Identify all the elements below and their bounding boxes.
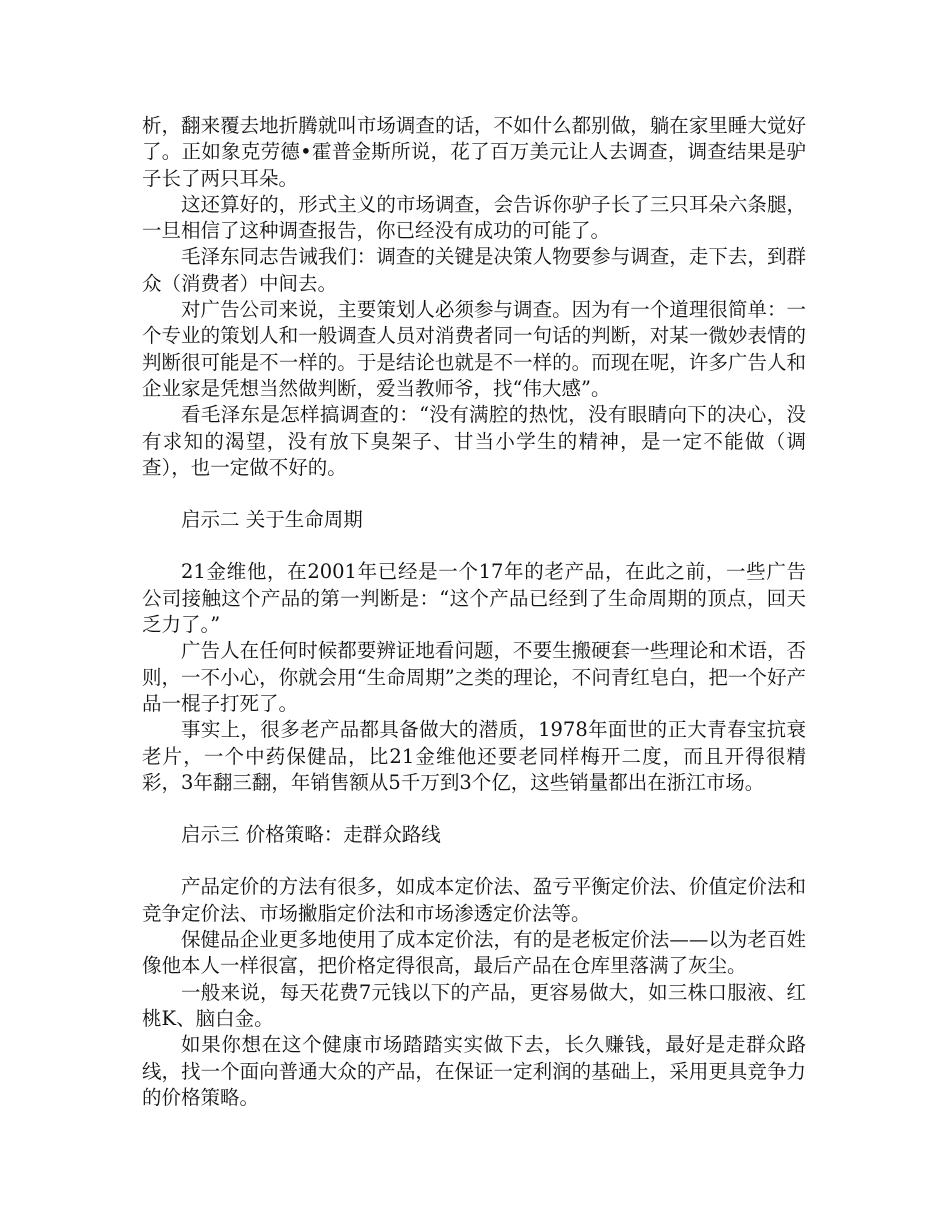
paragraph: 毛泽东同志告诫我们：调查的关键是决策人物要参与调查，走下去，到群众（消费者）中间去。: [142, 245, 806, 295]
paragraph: 看毛泽东是怎样搞调查的：“没有满腔的热忱，没有眼睛向下的决心，没有求知的渴望，没有放下臭架子、甘当小学生的精神，是一定不能做（调查），也一定做不好的。: [142, 403, 806, 479]
paragraph: 这还算好的，形式主义的市场调查，会告诉你驴子长了三只耳朵六条腿，一旦相信了这种调查报告，你已经没有成功的可能了。: [142, 192, 806, 243]
paragraph: 产品定价的方法有很多，如成本定价法、盈亏平衡定价法、价值定价法和竞争定价法、市场撇脂定价法和市场渗透定价法等。: [142, 875, 806, 925]
spacer: [142, 796, 806, 822]
paragraph: 事实上，很多老产品都具备做大的潜质，1978年面世的正大青春宝抗衰老片，一个中药保健品，比21金维他还要老同样梅开二度，而且开得很精彩，3年翻三翻，年销售额从5千万到3个亿，这些销量都出在浙江市场。: [142, 718, 806, 794]
paragraph: 如果你想在这个健康市场踏踏实实做下去，长久赚钱，最好是走群众路线，找一个面向普通大众的产品，在保证一定利润的基础上，采用更具竞争力的价格策略。: [142, 1033, 806, 1109]
document-body: [142, 113, 806, 1111]
paragraph: 一般来说，每天花费7元钱以下的产品，更容易做大，如三株口服液、红桃K、脑白金。: [142, 980, 806, 1030]
spacer: [142, 533, 806, 559]
spacer: [142, 481, 806, 507]
spacer: [142, 848, 806, 874]
section-heading-2: 启示二 关于生命周期: [181, 508, 363, 532]
paragraph: 析，翻来覆去地折腾就叫市场调查的话，不如什么都别做，躺在家里睡大觉好了。正如象克劳德•霍普金斯所说，花了百万美元让人去调查，调查结果是驴子长了两只耳朵。: [142, 114, 806, 190]
paragraph: 保健品企业更多地使用了成本定价法，有的是老板定价法——以为老百姓像他本人一样很富，把价格定得很高，最后产品在仓库里落满了灰尘。: [142, 928, 806, 978]
paragraph: 广告人在任何时候都要辨证地看问题，不要生搬硬套一些理论和术语，否则，一不小心，你就会用“生命周期”之类的理论，不问青红皂白，把一个好产品一棍子打死了。: [142, 639, 806, 715]
section-heading-3: 启示三 价格策略：走群众路线: [181, 823, 441, 847]
paragraph: 对广告公司来说，主要策划人必须参与调查。因为有一个道理很简单：一个专业的策划人和一般调查人员对消费者同一句话的判断，对某一微妙表情的判断很可能是不一样的。于是结论也就是不一样的。而现在呢，许多广告人和企业家是凭想当然做判断，爱当教师爷，找“伟大感”。: [142, 298, 806, 400]
paragraph: 21金维他，在2001年已经是一个17年的老产品，在此之前，一些广告公司接触这个产品的第一判断是：“这个产品已经到了生命周期的顶点，回天乏力了。”: [142, 560, 806, 637]
